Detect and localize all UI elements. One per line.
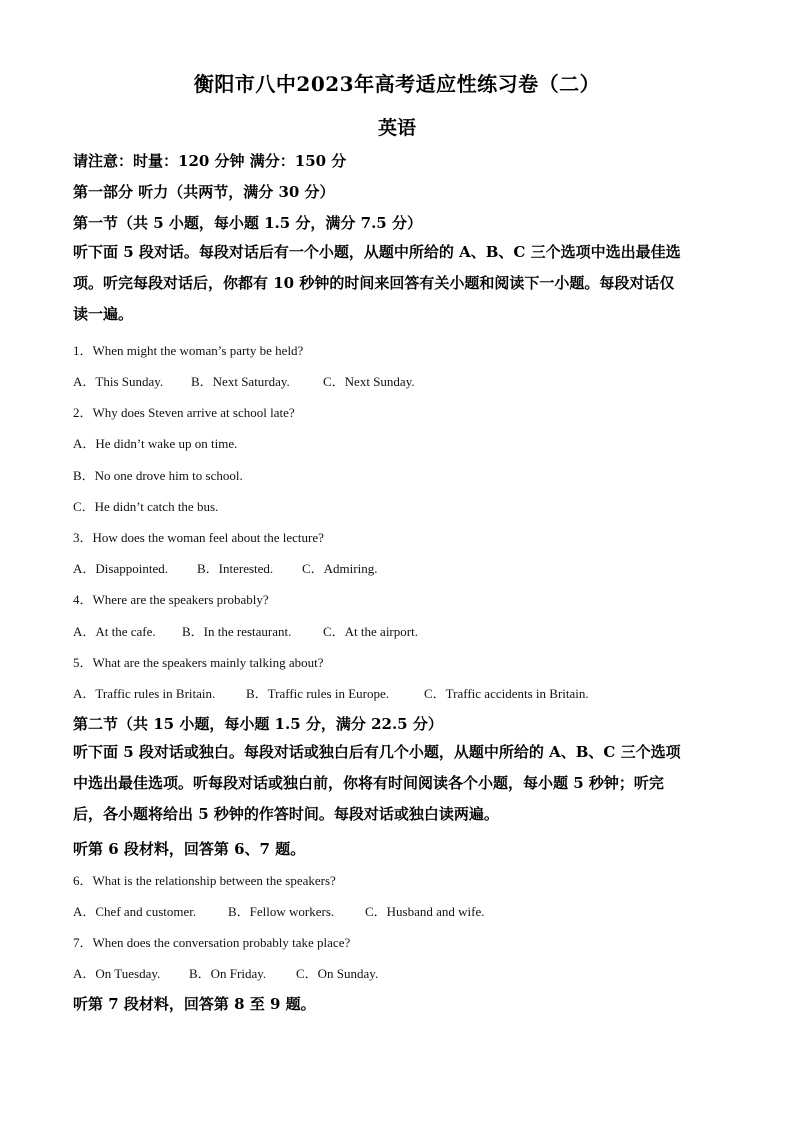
option-b: B．Fellow workers. [228, 904, 335, 919]
material-6-heading: 听第 6 段材料，回答第 6、7 题。 [73, 840, 306, 858]
option-c: C．He didn’t catch the bus. [73, 499, 219, 514]
question-stem: 1．When might the woman’s party be held? [73, 343, 304, 358]
instruction-line: 中选出最佳选项。听每段对话或独白前，你将有时间阅读各个小题，每小题 5 秒钟；听完 [73, 774, 664, 792]
option-b: B．No one drove him to school. [73, 468, 243, 483]
option-c: C．Next Sunday. [323, 374, 415, 389]
option-c: C．At the airport. [323, 624, 418, 639]
exam-notice: 请注意：时量：120 分钟 满分：150 分 [73, 152, 347, 170]
option-c: C．Traffic accidents in Britain. [424, 686, 589, 701]
question-stem: 3．How does the woman feel about the lecture? [73, 530, 324, 545]
instruction-line: 读一遍。 [73, 305, 134, 323]
option-a: A．At the cafe. [73, 624, 156, 639]
instruction-line: 听下面 5 段对话或独白。每段对话或独白后有几个小题，从题中所给的 A、B、C 三个选项 [73, 743, 681, 761]
section1-instructions [73, 237, 723, 330]
option-a: A．On Tuesday. [73, 966, 161, 981]
question-options [73, 963, 378, 982]
option-b: B．Next Saturday. [191, 374, 290, 389]
question-stem: 5．What are the speakers mainly talking about? [73, 655, 324, 670]
question-stem: 2．Why does Steven arrive at school late? [73, 405, 295, 420]
exam-title: 衡阳市八中2023年高考适应性练习卷（二） [193, 72, 601, 96]
option-b: B．On Friday. [189, 966, 267, 981]
question-stem: 7．When does the conversation probably take place? [73, 935, 351, 950]
option-a: A．This Sunday. [73, 374, 164, 389]
option-a: A．Disappointed. [73, 561, 168, 576]
material-7-heading: 听第 7 段材料，回答第 8 至 9 题。 [73, 995, 316, 1013]
question-options [73, 901, 485, 920]
subject-title: 英语 [377, 117, 416, 139]
question-options [73, 558, 377, 577]
option-b: B．Traffic rules in Europe. [246, 686, 389, 701]
instruction-line: 听下面 5 段对话。每段对话后有一个小题，从题中所给的 A、B、C 三个选项中选出最佳选 [73, 243, 681, 261]
option-c: C．Husband and wife. [365, 904, 485, 919]
option-c: C．Admiring. [302, 561, 378, 576]
question-stem: 4．Where are the speakers probably? [73, 592, 269, 607]
section2-instructions [73, 737, 723, 830]
section2-heading: 第二节（共 15 小题，每小题 1.5 分，满分 22.5 分） [73, 715, 443, 733]
section1-heading: 第一节（共 5 小题，每小题 1.5 分，满分 7.5 分） [73, 214, 422, 232]
question-options [73, 621, 418, 640]
option-b: B．In the restaurant. [182, 624, 292, 639]
question-options [73, 683, 589, 702]
option-a: A．He didn’t wake up on time. [73, 436, 238, 451]
part1-heading: 第一部分 听力（共两节，满分 30 分） [73, 183, 335, 201]
option-a: A．Traffic rules in Britain. [73, 686, 216, 701]
option-c: C．On Sunday. [296, 966, 379, 981]
option-b: B．Interested. [197, 561, 274, 576]
question-options [73, 371, 415, 390]
instruction-line: 后，各小题将给出 5 秒钟的作答时间。每段对话或独白读两遍。 [73, 805, 499, 823]
option-a: A．Chef and customer. [73, 904, 197, 919]
instruction-line: 项。听完每段对话后，你都有 10 秒钟的时间来回答有关小题和阅读下一小题。每段对话仅 [73, 274, 675, 292]
question-stem: 6．What is the relationship between the speakers? [73, 873, 336, 888]
